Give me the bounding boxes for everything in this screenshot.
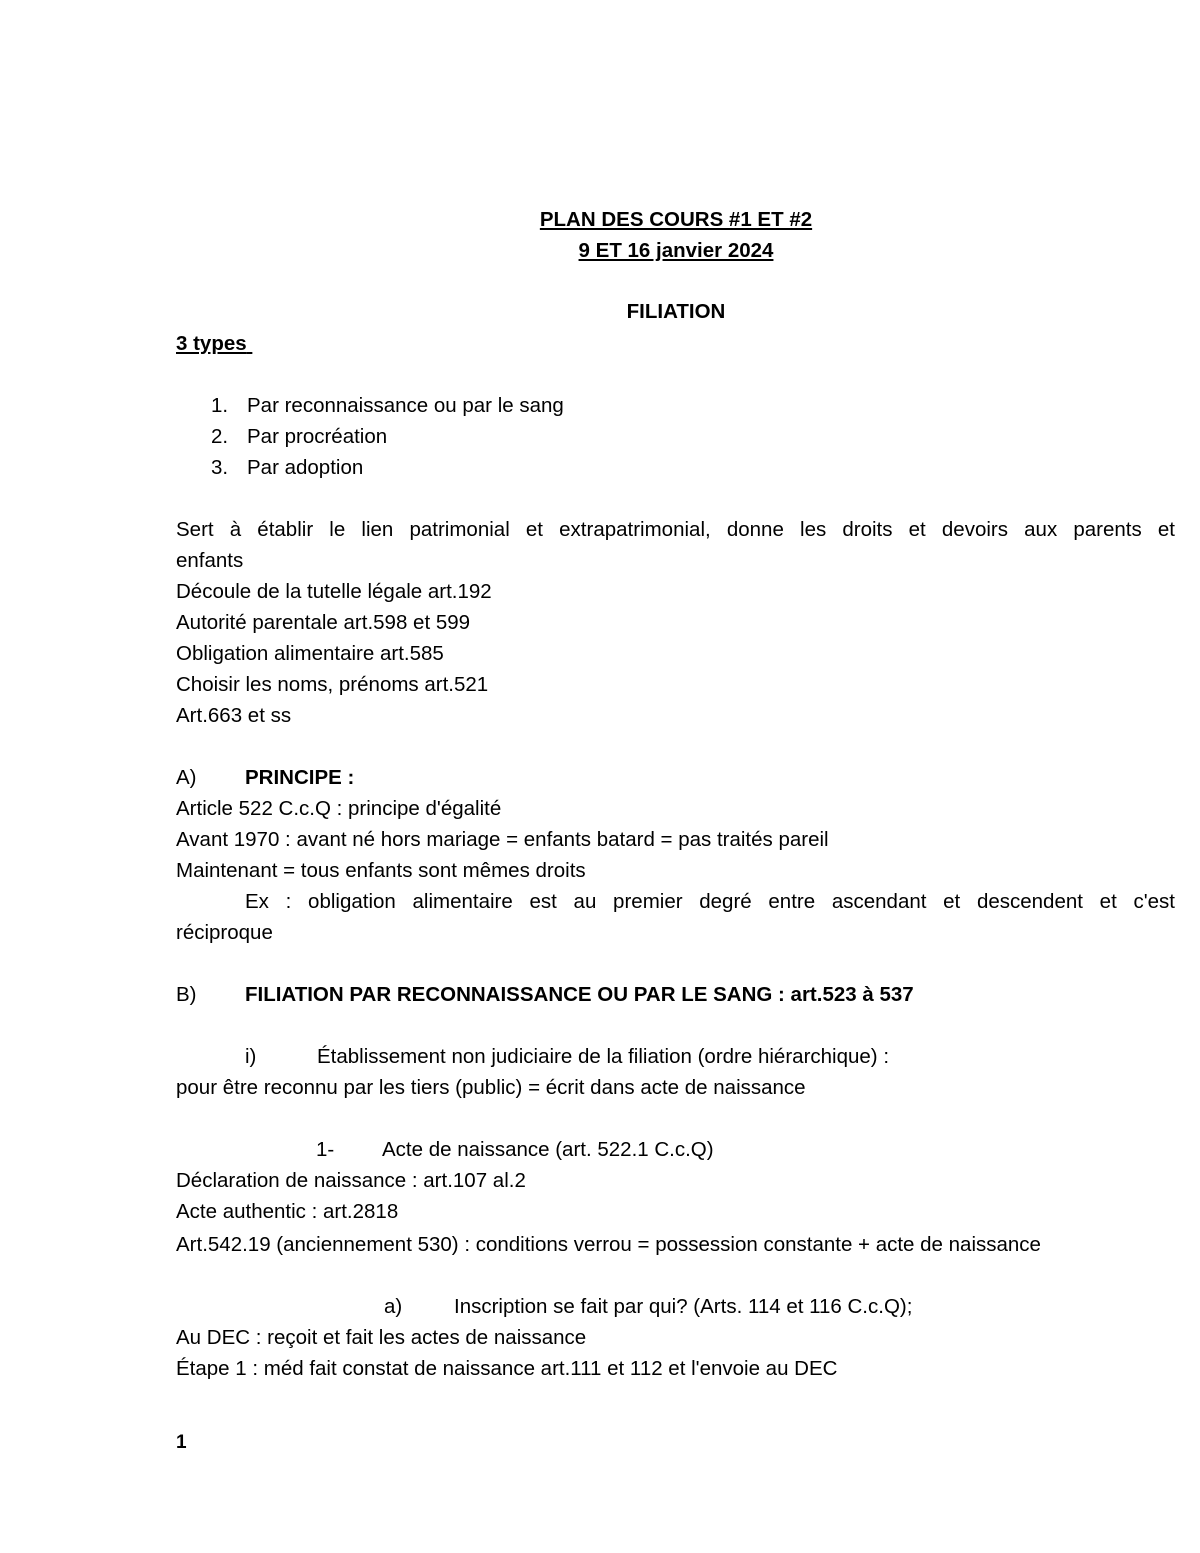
types-heading-text: 3 types [176, 332, 247, 355]
sub-1-line: Acte authentic : art.2818 [176, 1200, 399, 1223]
sub-a-title: Inscription se fait par qui? (Arts. 114 et 116 C.c.Q); [454, 1295, 913, 1318]
sub-i-title: Établissement non judiciaire de la filiation (ordre hiérarchique) : [317, 1045, 890, 1068]
list-item-number: 1. [211, 394, 229, 417]
sub-1-line: Art.542.19 (anciennement 530) : conditions verrou = possession constante + acte de naissance [176, 1233, 1041, 1256]
intro-line: Découle de la tutelle légale art.192 [176, 580, 492, 603]
list-item-number: 3. [211, 456, 229, 479]
sub-a-line: Au DEC : reçoit et fait les actes de naissance [176, 1326, 587, 1349]
sub-i-line: pour être reconnu par les tiers (public) = écrit dans acte de naissance [176, 1076, 806, 1099]
document-title: PLAN DES COURS #1 ET #2 [539, 208, 813, 231]
section-a-marker: A) [176, 766, 197, 789]
intro-line: Autorité parentale art.598 et 599 [176, 611, 471, 634]
section-a-line: Article 522 C.c.Q : principe d'égalité [176, 797, 502, 820]
list-item-text: Par reconnaissance ou par le sang [247, 394, 564, 417]
list-item [211, 394, 564, 418]
document-date: 9 ET 16 janvier 2024 [578, 239, 774, 262]
section-a-line: Maintenant = tous enfants sont mêmes droits [176, 859, 586, 882]
list-item [211, 425, 387, 449]
list-item-text: Par procréation [247, 425, 388, 448]
sub-i-marker: i) [245, 1045, 257, 1068]
sub-a-heading [384, 1295, 912, 1319]
sub-1-marker: 1- [316, 1138, 335, 1161]
intro-line: Obligation alimentaire art.585 [176, 642, 444, 665]
section-a-heading [176, 766, 354, 790]
page-number: 1 [176, 1432, 187, 1453]
intro-line: enfants [176, 549, 244, 572]
intro-line: Art.663 et ss [176, 704, 292, 727]
section-a-line: Ex : obligation alimentaire est au premier degré entre ascendant et descendent et c'est [245, 890, 1175, 913]
section-a-title: PRINCIPE : [245, 766, 355, 789]
list-item-number: 2. [211, 425, 229, 448]
list-item [211, 456, 363, 480]
types-heading [176, 332, 252, 356]
sub-i-heading [245, 1045, 889, 1069]
intro-line: Sert à établir le lien patrimonial et extrapatrimonial, donne les droits et devoirs aux parents et [176, 518, 1175, 541]
document-topic: FILIATION [626, 300, 726, 323]
section-b-marker: B) [176, 983, 197, 1006]
sub-1-line: Déclaration de naissance : art.107 al.2 [176, 1169, 526, 1192]
section-b-heading [176, 983, 914, 1007]
sub-a-marker: a) [384, 1295, 403, 1318]
section-a-line: Avant 1970 : avant né hors mariage = enfants batard = pas traités pareil [176, 828, 829, 851]
sub-1-title: Acte de naissance (art. 522.1 C.c.Q) [382, 1138, 714, 1161]
intro-line: Choisir les noms, prénoms art.521 [176, 673, 489, 696]
sub-1-heading [316, 1138, 714, 1162]
section-a-line: réciproque [176, 921, 273, 944]
sub-a-line: Étape 1 : méd fait constat de naissance art.111 et 112 et l'envoie au DEC [176, 1357, 838, 1380]
section-b-title: FILIATION PAR RECONNAISSANCE OU PAR LE SANG : art.523 à 537 [245, 983, 914, 1006]
list-item-text: Par adoption [247, 456, 364, 479]
